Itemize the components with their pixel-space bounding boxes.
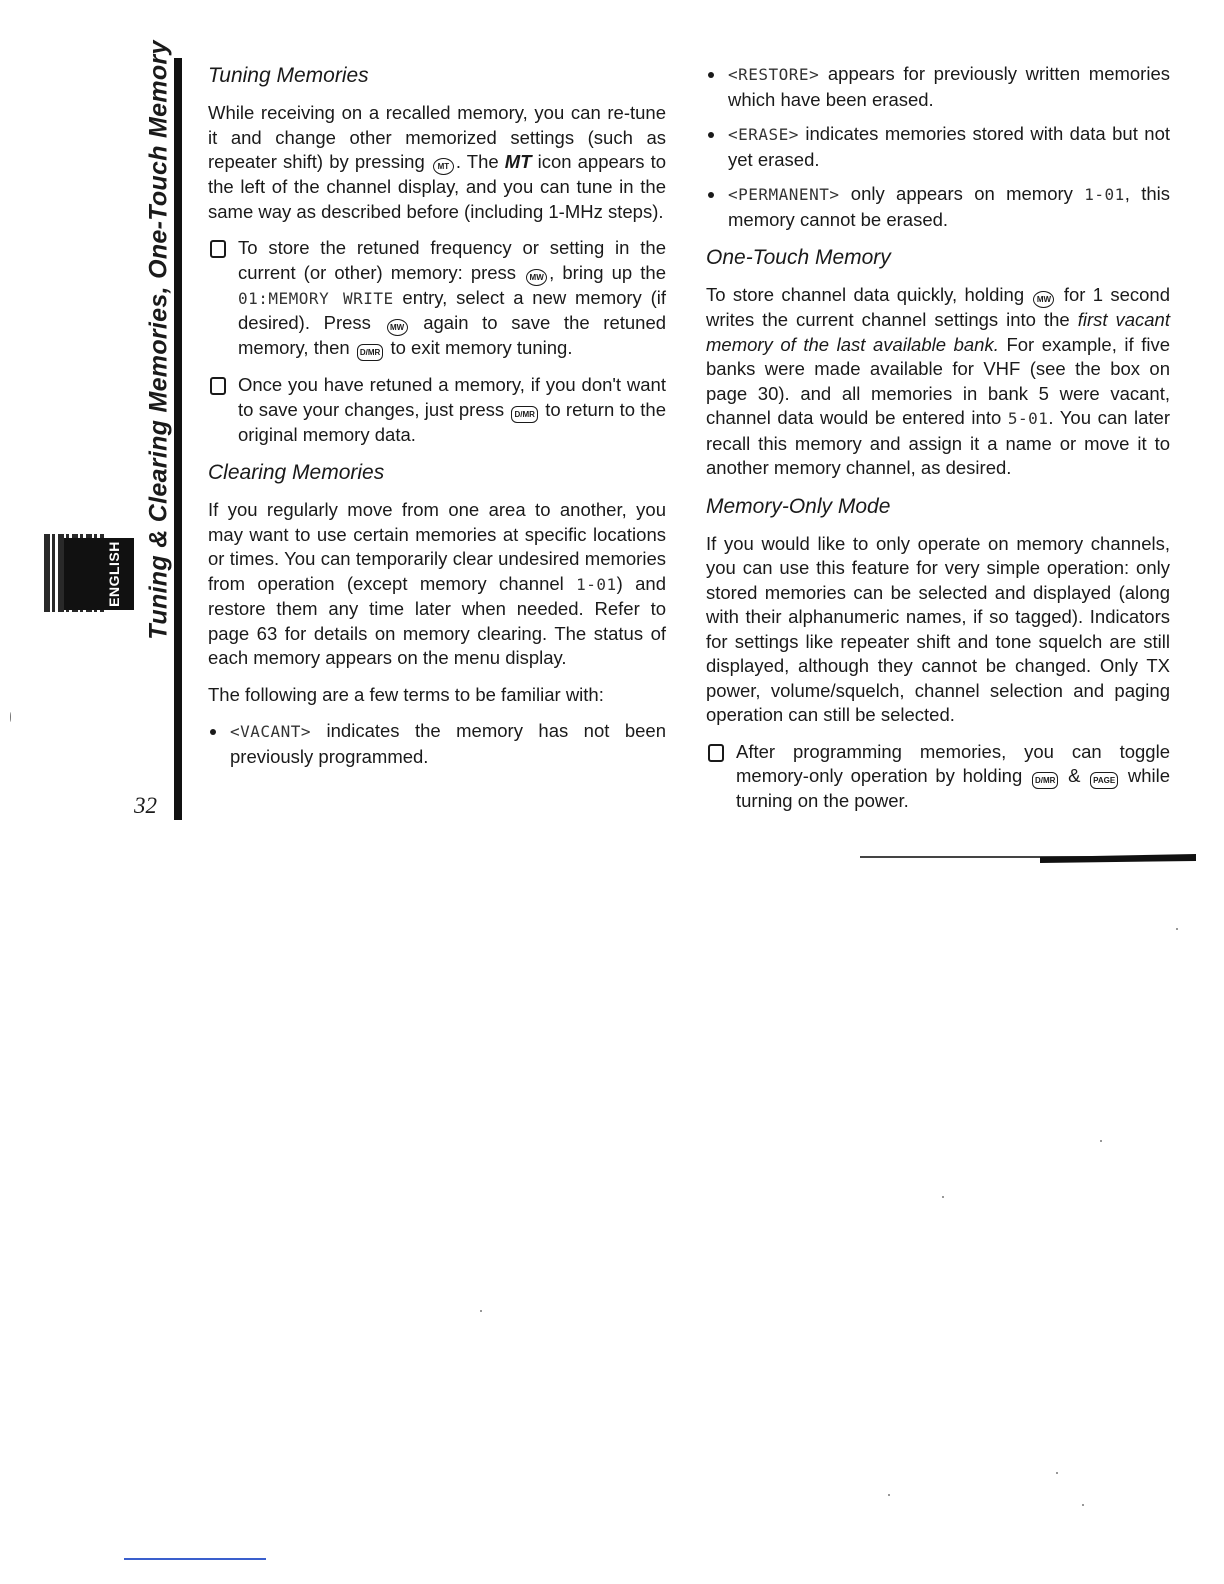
text-run: to return to the original memory data. [238, 398, 667, 445]
scan-speck [1176, 928, 1178, 930]
lcd-memory-5-01: 5-01 [1007, 409, 1049, 428]
margin-rule-bar [174, 58, 182, 820]
text-run: indicates memories stored with data but not yet erased. [728, 123, 1171, 170]
text-run: only appears on memory [850, 183, 1073, 204]
checkbox-square-icon [210, 240, 226, 258]
running-title [142, 40, 176, 640]
note-store-retuned [208, 236, 666, 361]
one-touch-paragraph [706, 283, 1170, 481]
text-run: to exit memory tuning. [390, 337, 573, 358]
heading-memory-only-mode: Memory-Only Mode [706, 494, 891, 518]
footnote-rule [124, 1558, 266, 1560]
bullet-icon [708, 192, 714, 198]
page-key-icon: PAGE [1090, 772, 1118, 789]
text-run: To store the retuned frequency or setting in the current (or other) memory: press [238, 237, 666, 283]
lcd-restore: <RESTORE> [728, 65, 820, 84]
text-run: appears for previously written memories which have been erased. [728, 63, 1170, 110]
dmr-key-icon: D/MR [511, 406, 537, 423]
tab-block [64, 538, 134, 610]
checkbox-square-icon [708, 744, 724, 762]
language-tab [40, 516, 130, 606]
terms-list-left [208, 719, 666, 769]
text-run: . The [455, 151, 499, 172]
scan-speck [888, 1494, 890, 1496]
scan-speck [480, 1310, 482, 1312]
text-run: To store channel data quickly, holding [706, 284, 1025, 305]
mt-icon-label: MT [504, 151, 532, 172]
mw-key-icon: MW [526, 269, 547, 286]
left-column [208, 62, 666, 781]
right-column [706, 62, 1170, 826]
scan-speck [1056, 1472, 1058, 1474]
bullet-icon [708, 132, 714, 138]
lcd-channel-1-01: 1-01 [576, 574, 617, 594]
heading-one-touch-memory: One-Touch Memory [706, 246, 891, 269]
mw-key-icon: MW [387, 319, 408, 336]
scan-speck [1100, 1140, 1102, 1142]
note-discard-changes [208, 373, 666, 447]
memory-only-paragraph: If you would like to only operate on memory channels, you can use this feature for very simple operation: only stored memories can be selected and displayed (along with their alphanumeric names, if so tagged). Indicators for settings like repeater shift and tone squelch are still displayed, although they cannot be changed. Only TX power, volume/squelch, channel selection and paging operation can still be selected. [706, 532, 1170, 725]
text-run: while turning on the power. [736, 765, 1170, 811]
page-number: 32 [134, 793, 157, 818]
mw-key-icon: MW [1033, 291, 1054, 308]
running-title-text: Tuning & Clearing Memories, One-Touch Memory [144, 40, 173, 640]
dmr-key-icon: D/MR [1032, 772, 1058, 789]
scan-artifact-line [860, 852, 1196, 866]
lcd-erase: <ERASE> [728, 125, 799, 144]
list-item [706, 62, 1170, 112]
terms-intro: The following are a few terms to be familiar with: [208, 683, 604, 705]
text-run: If you regularly move from one area to another, you may want to use certain memories at specific locations or times. You can temporarily clear undesired memories from operation (except memory channel [208, 499, 666, 594]
lcd-vacant: <VACANT> [230, 722, 312, 741]
list-item [706, 182, 1170, 232]
language-tab-label: ENGLISH [106, 541, 122, 607]
dmr-key-icon: D/MR [357, 344, 383, 361]
mt-key-icon: MT [433, 158, 454, 175]
text-run: . You can later recall this memory and assign it a name or move it to another memory channel, as desired. [706, 407, 1171, 478]
scan-speck [10, 712, 11, 722]
terms-list-right [706, 62, 1170, 232]
scan-speck [942, 1196, 944, 1198]
text-run: After programming memories, you can toggle memory-only operation by holding [736, 740, 1170, 786]
emphasis-text: first vacant memory of the last available bank. [706, 309, 1170, 355]
bullet-icon [708, 72, 714, 78]
list-item [208, 719, 666, 769]
text-run: & [1068, 765, 1081, 786]
text-run: for 1 second writes the current channel settings into the [706, 284, 1171, 330]
text-run: ) and restore them any time later when needed. Refer to page 63 for details on memory clearing. The status of each memory appears on the menu display. [208, 572, 667, 668]
clearing-paragraph [208, 498, 666, 671]
text-run: indicates the memory has not been previously programmed. [230, 720, 666, 767]
text-run: For example, if five banks were made available for VHF (see the box on page 30). and all memories in bank 5 were vacant, channel data would be entered into [706, 333, 1171, 428]
lcd-memory-write: 01:MEMORY WRITE [238, 288, 394, 308]
lcd-permanent: <PERMANENT> [728, 185, 840, 204]
tuning-paragraph [208, 101, 666, 224]
bullet-icon [210, 729, 216, 735]
text-run: , bring up the [549, 261, 666, 283]
note-toggle-memory-only [706, 740, 1170, 814]
checkbox-square-icon [210, 377, 226, 395]
text-run: Once you have retuned a memory, if you don't want to save your changes, just press [238, 374, 666, 420]
text-run: again to save the retuned memory, then [238, 312, 667, 358]
text-run: While receiving on a recalled memory, you can re-tune it and change other memorized settings (such as repeater shift) by pressing [208, 102, 666, 172]
heading-clearing-memories: Clearing Memories [208, 461, 385, 484]
text-run: entry, select a new memory (if desired). Press [238, 286, 666, 333]
text-run: , this memory cannot be erased. [728, 183, 1170, 230]
text-run: icon appears to the left of the channel display, and you can tune in the same way as described before (including 1-MHz steps). [208, 151, 667, 222]
lcd-memory-1-01: 1-01 [1084, 185, 1125, 204]
heading-tuning-memories: Tuning Memories [208, 64, 369, 87]
scan-speck [1082, 1504, 1084, 1506]
list-item [706, 122, 1170, 172]
